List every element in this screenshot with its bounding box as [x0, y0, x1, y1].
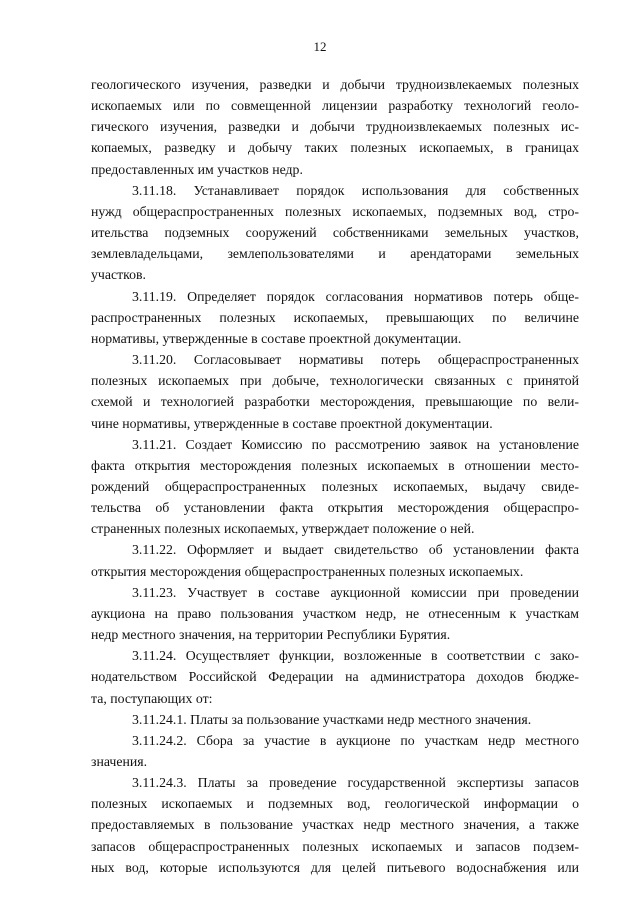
text-line: 3.11.23. Участвует в составе аукционной комиссии при проведении: [132, 584, 579, 600]
paragraph-3-11-21: [91, 434, 579, 540]
text-line: факта открытия месторождения полезных ископаемых в отношении место-: [91, 457, 579, 473]
text-line: 3.11.24.3. Платы за проведение государственной экспертизы запасов: [132, 775, 579, 791]
paragraph-3-11-24-2: [91, 730, 579, 772]
text-line: чине нормативы, утвержденные в составе проектной документации.: [91, 415, 493, 431]
text-line: открытия месторождения общераспространенных полезных ископаемых.: [91, 563, 524, 579]
paragraph-3-11-18: [91, 180, 579, 286]
text-line: нужд общераспространенных полезных ископаемых, подземных вод, стро-: [91, 203, 579, 219]
paragraph-continuation: [91, 74, 579, 180]
document-body: [91, 74, 579, 878]
paragraph-3-11-24-1: [91, 709, 579, 730]
paragraph-3-11-20: [91, 349, 579, 434]
text-line: 3.11.24.1. Платы за пользование участками недр местного значения.: [132, 711, 532, 727]
paragraph-3-11-19: [91, 286, 579, 349]
text-line: та, поступающих от:: [91, 690, 213, 706]
text-line: рождений общераспространенных полезных ископаемых, выдачу свиде-: [91, 478, 579, 494]
paragraph-3-11-22: [91, 539, 579, 581]
text-line: значения.: [91, 754, 148, 769]
text-line: землевладельцами, землепользователями и арендаторами земельных: [91, 246, 579, 262]
text-line: ных вод, которые используются для целей питьевого водоснабжения или: [91, 859, 579, 875]
text-line: недр местного значения, на территории Республики Бурятия.: [91, 627, 451, 643]
text-line: 3.11.21. Создает Комиссию по рассмотрению заявок на установление: [132, 436, 579, 452]
text-line: ископаемых или по совмещенной лицензии разработку технологий геоло-: [91, 98, 579, 114]
text-line: запасов общераспространенных полезных ископаемых и запасов подзем-: [91, 838, 579, 854]
text-line: 3.11.22. Оформляет и выдает свидетельство об установлении факта: [132, 542, 579, 558]
text-line: 3.11.20. Согласовывает нормативы потерь общераспространенных: [132, 352, 579, 368]
text-line: предоставляемых в пользование участках недр местного значения, а также: [91, 817, 579, 833]
text-line: полезных ископаемых при добыче, технологически связанных с принятой: [91, 373, 579, 389]
text-line: тельства об установлении факта открытия месторождения общераспро-: [91, 500, 579, 516]
text-line: гического изучения, разведки и добычи трудноизвлекаемых полезных ис-: [91, 119, 579, 135]
text-line: 3.11.24. Осуществляет функции, возложенные в соответствии с зако-: [132, 648, 579, 664]
paragraph-3-11-24: [91, 645, 579, 708]
text-line: копаемых, разведку и добычу таких полезных ископаемых, в границах: [91, 140, 579, 156]
text-line: аукциона на право пользования участком недр, не отнесенным к участкам: [91, 605, 579, 621]
page-number: 12: [313, 39, 327, 54]
text-line: ительства подземных сооружений собственниками земельных участков,: [91, 225, 579, 241]
text-line: полезных ископаемых и подземных вод, геологической информации о: [91, 796, 579, 812]
text-line: геологического изучения, разведки и добычи трудноизвлекаемых полезных: [91, 77, 579, 92]
text-line: страненных полезных ископаемых, утверждает положение о ней.: [91, 521, 475, 537]
text-line: 3.11.24.2. Сбора за участие в аукционе по участкам недр местного: [132, 732, 579, 748]
paragraph-3-11-23: [91, 582, 579, 645]
text-line: 3.11.18. Устанавливает порядок использования для собственных: [132, 182, 579, 198]
paragraph-3-11-24-3: [91, 772, 579, 878]
text-line: нормативы, утвержденные в составе проектной документации.: [91, 330, 462, 346]
text-line: распространенных полезных ископаемых, превышающих по величине: [91, 309, 579, 325]
text-line: предоставленных им участков недр.: [91, 161, 303, 177]
text-line: нодательством Российской Федерации на администратора доходов бюдже-: [91, 669, 579, 685]
text-line: схемой и технологией разработки месторождения, превышающие по вели-: [91, 394, 579, 410]
text-line: участков.: [91, 267, 146, 283]
text-line: 3.11.19. Определяет порядок согласования нормативов потерь обще-: [132, 288, 579, 304]
